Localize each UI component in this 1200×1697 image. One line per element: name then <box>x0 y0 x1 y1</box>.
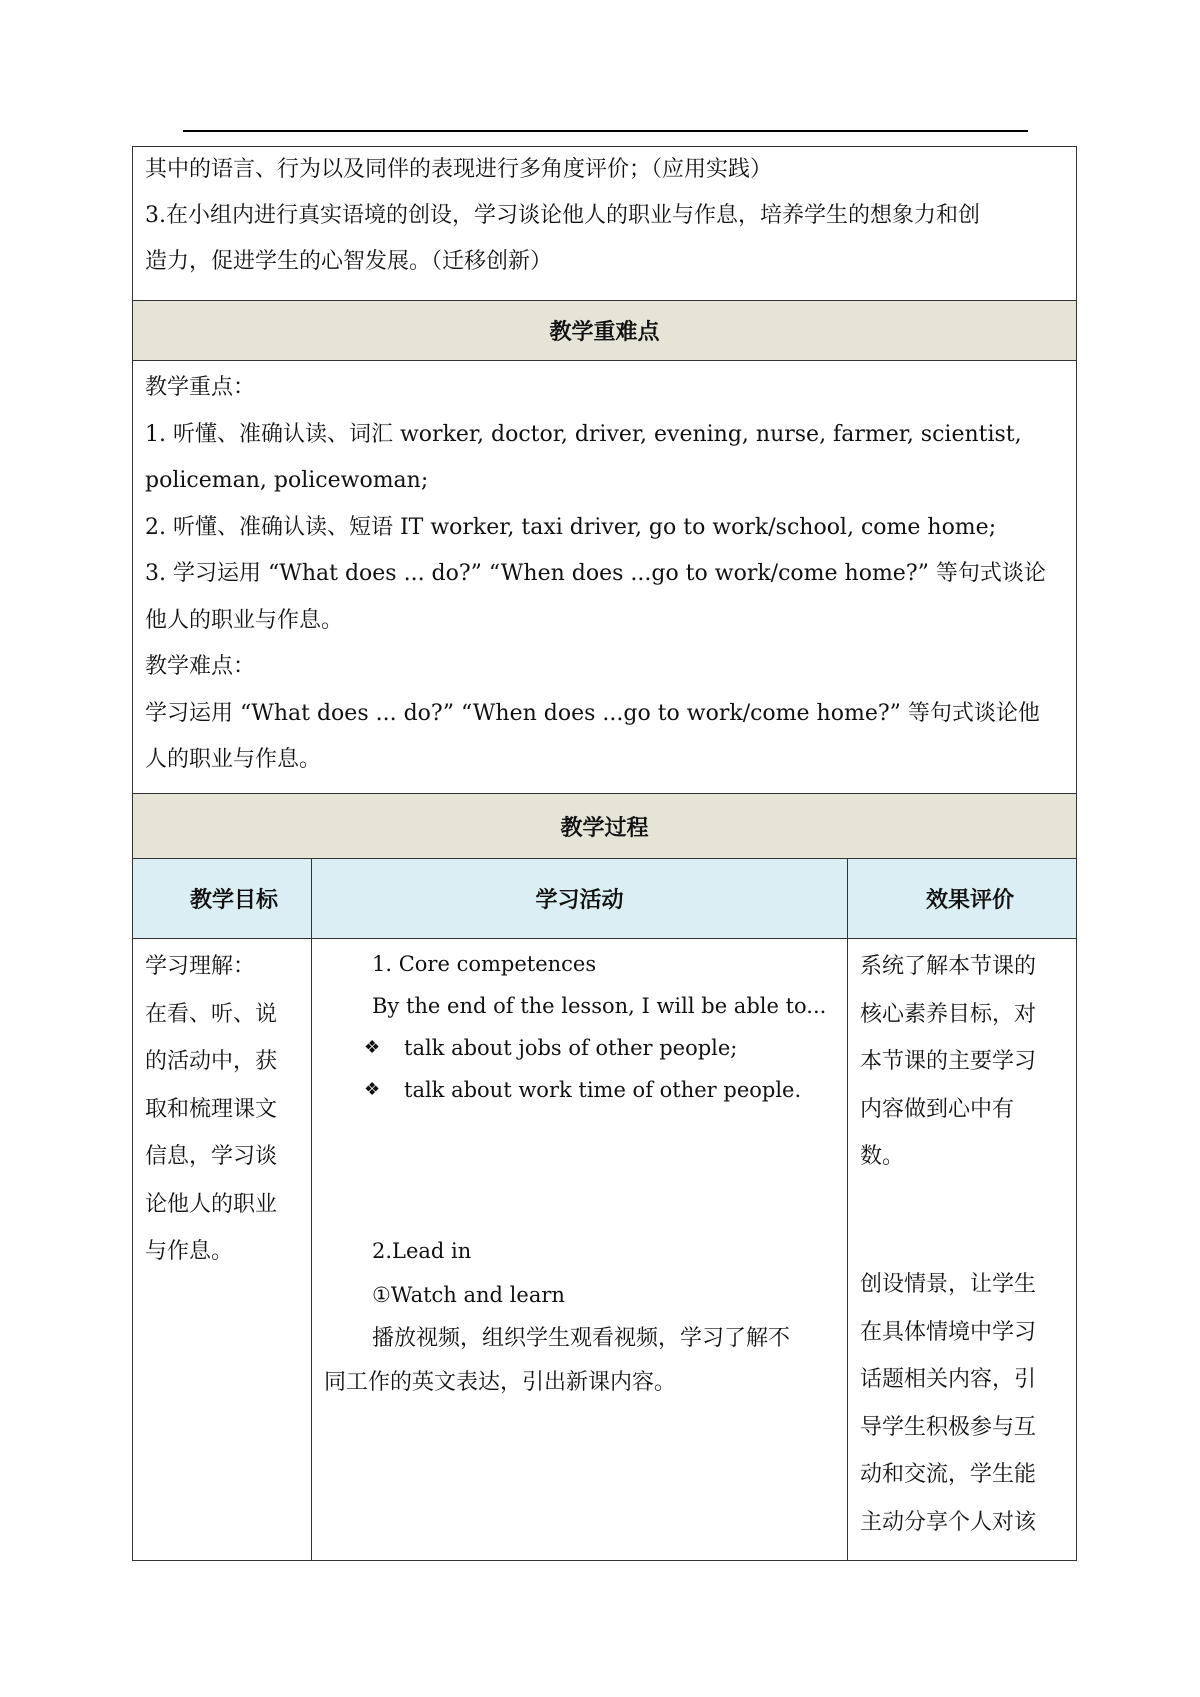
evaluation-core <box>848 943 1076 1181</box>
goal-line: 与作息。 <box>145 1239 234 1264</box>
focus-item: 2. 听懂、准确认读、短语 IT worker, taxi driver, go to work/school, come home; <box>145 514 997 540</box>
eval-line: 系统了解本节课的 <box>860 954 1037 979</box>
eval-line: 本节课的主要学习 <box>860 1049 1037 1074</box>
diamond-bullet-icon: ❖ <box>364 1037 381 1058</box>
list-item <box>324 1027 835 1069</box>
focus-label: 教学重点： <box>145 375 256 400</box>
focus-item: 他人的职业与作息。 <box>145 607 344 633</box>
activity-desc: 播放视频，组织学生观看视频，学习了解不 <box>372 1326 791 1351</box>
column-header-evaluation: 效果评价 <box>925 887 1014 913</box>
intro-line: 3.在小组内进行真实语境的创设，学习谈论他人的职业与作息，培养学生的想象力和创 <box>145 203 980 228</box>
activity-core <box>312 943 847 1111</box>
eval-line: 创设情景，让学生 <box>860 1272 1037 1297</box>
key-points-body <box>132 361 1077 794</box>
focus-item: policeman, policewoman; <box>145 468 429 493</box>
goal-line: 论他人的职业 <box>145 1191 278 1217</box>
goal-line: 在看、听、说 <box>145 1001 278 1027</box>
bullet-text: talk about jobs of other people; <box>404 1036 738 1060</box>
eval-line: 内容做到心中有 <box>860 1096 1015 1122</box>
activity-intro: By the end of the lesson, I will be able to... <box>372 994 827 1018</box>
activity-lead-in <box>312 1229 847 1405</box>
goal-line: 取和梳理课文 <box>145 1096 278 1122</box>
eval-line: 动和交流，学生能 <box>860 1462 1037 1487</box>
difficulty-label: 教学难点： <box>145 654 256 679</box>
process-body <box>132 939 1077 1561</box>
eval-line: 导学生积极参与互 <box>860 1414 1037 1440</box>
key-points-title: 教学重难点 <box>549 319 660 345</box>
intro-line: 造力，促进学生的心智发展。（迁移创新） <box>145 249 553 274</box>
eval-line: 核心素养目标，对 <box>860 1001 1037 1027</box>
intro-line: 其中的语言、行为以及同伴的表现进行多角度评价；（应用实践） <box>145 157 773 182</box>
key-points-header <box>132 301 1077 361</box>
header-rule <box>183 130 1028 132</box>
focus-item: 3. 学习运用 “What does ... do?” “When does ...go to work/come home?” 等句式谈论 <box>145 561 1046 586</box>
goal-line: 学习理解： <box>145 954 256 979</box>
eval-line: 数。 <box>860 1144 905 1169</box>
evaluation-lead-in <box>848 1261 1076 1546</box>
process-title: 教学过程 <box>560 814 649 841</box>
goal-line: 的活动中，获 <box>145 1049 278 1074</box>
activity-subtitle: ①Watch and learn <box>372 1283 565 1307</box>
eval-line: 在具体情境中学习 <box>860 1319 1037 1345</box>
goal-line: 信息，学习谈 <box>145 1144 278 1169</box>
list-item <box>324 1069 835 1111</box>
diamond-bullet-icon: ❖ <box>364 1079 381 1100</box>
activity-title: 1. Core competences <box>372 952 597 976</box>
goal-cell <box>133 939 311 1276</box>
column-header-activity: 学习活动 <box>535 887 624 913</box>
bullet-text: talk about work time of other people. <box>404 1078 802 1102</box>
difficulty-item: 学习运用 “What does ... do?” “When does ...go to work/come home?” 等句式谈论他 <box>145 700 1040 726</box>
eval-line: 话题相关内容，引 <box>860 1367 1037 1392</box>
difficulty-item: 人的职业与作息。 <box>145 747 322 772</box>
eval-line: 主动分享个人对该 <box>860 1509 1037 1535</box>
objectives-continued <box>132 146 1077 301</box>
column-header-goal: 教学目标 <box>189 887 278 913</box>
process-header <box>132 794 1077 859</box>
activity-desc: 同工作的英文表达，引出新课内容。 <box>324 1370 677 1395</box>
process-column-headers <box>132 859 1077 939</box>
activity-title: 2.Lead in <box>372 1239 472 1263</box>
focus-item: 1. 听懂、准确认读、词汇 worker, doctor, driver, evening, nurse, farmer, scientist, <box>145 421 1022 447</box>
